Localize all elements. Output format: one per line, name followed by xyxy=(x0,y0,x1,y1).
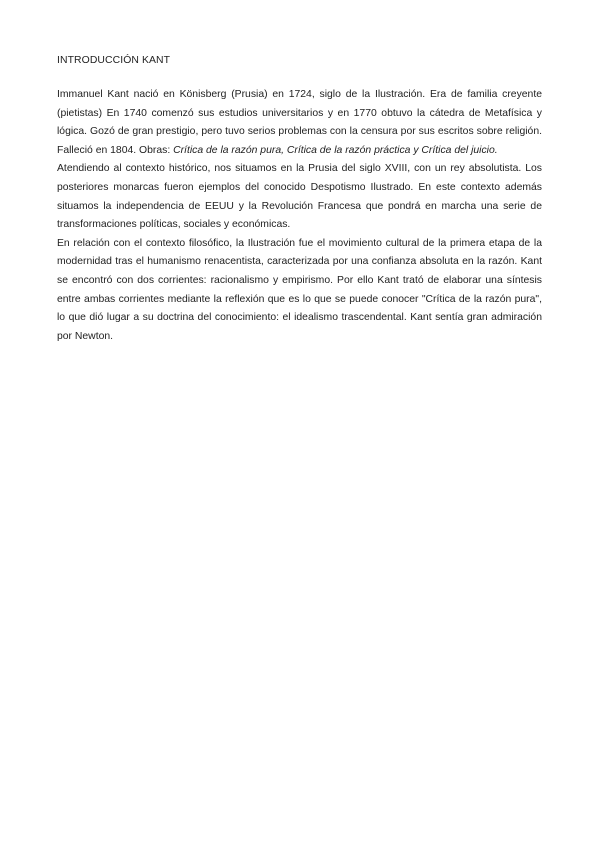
works-list: Crítica de la razón pura, Crítica de la razón práctica y Crítica del juicio. xyxy=(173,144,498,156)
document-title: INTRODUCCIÓN KANT xyxy=(57,55,171,66)
paragraph-biography xyxy=(57,86,542,160)
paragraph-historical-context: Atendiendo al contexto histórico, nos situamos en la Prusia del siglo XVIII, con un rey absolutista. Los posteriores monarcas fueron ejemplos del conocido Despotismo Ilustrado. En este contexto además situamos la independencia de EEUU y la Revolución Francesa que pondrá en marcha una serie de transformaciones políticas, sociales y económicas. xyxy=(57,163,542,231)
paragraph-philosophical-context: En relación con el contexto filosófico, la Ilustración fue el movimiento cultural de la primera etapa de la modernidad tras el humanismo renacentista, caracterizada por una confianza absoluta en la razón. Kant se encontró con dos corrientes: racionalismo y empirismo. Por ello Kant trató de elaborar una síntesis entre ambas corrientes mediante la reflexión que es lo que se puede conocer "Crítica de la razón pura", lo que dió lugar a su doctrina del conocimiento: el idealismo trascendental. Kant sentía gran admiración por Newton. xyxy=(57,237,542,342)
biography-text: Immanuel Kant nació en Könisberg (Prusia) en 1724, siglo de la Ilustración. Era de familia creyente (pietistas) En 1740 comenzó sus estudios universitarios y en 1770 obtuvo la cátedra de Metafísica y lógica. Gozó de gran prestigio, pero tuvo serios problemas con la censura por sus escritos sobre religión. Falleció en 1804. Obras: xyxy=(57,89,542,156)
document-body xyxy=(57,54,542,346)
